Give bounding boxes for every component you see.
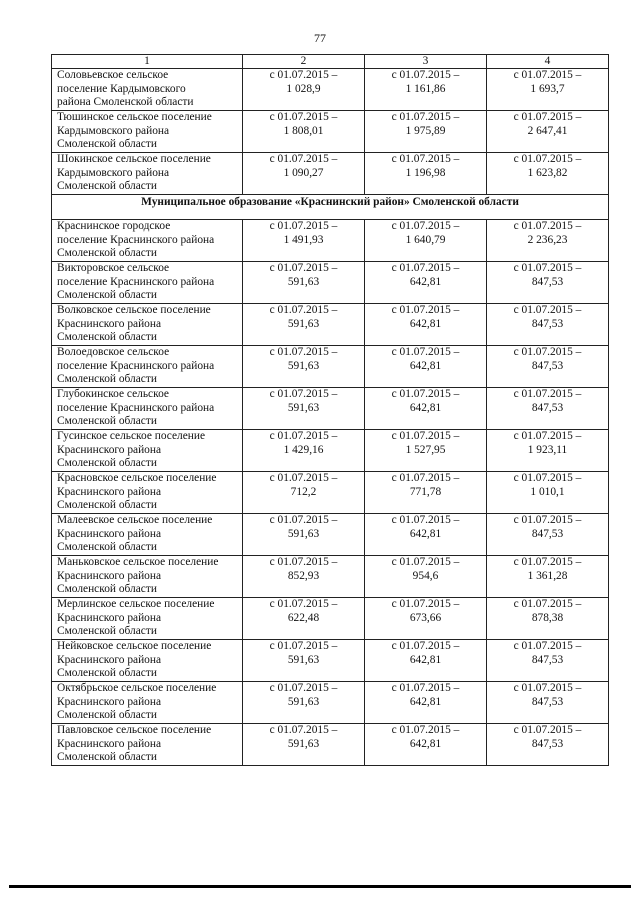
value-cell-col2 <box>243 111 365 153</box>
tariff-value: 591,63 <box>287 653 320 666</box>
column-header-3: 3 <box>365 55 487 69</box>
settlement-name-line: Смоленской области <box>57 289 157 301</box>
effective-date: с 01.07.2015 – <box>269 514 338 526</box>
effective-date: с 01.07.2015 – <box>513 556 582 568</box>
table-row <box>52 111 609 153</box>
settlement-name-line: Нейковское сельское поселение <box>57 640 212 652</box>
settlement-name-line: Краснинского района <box>57 317 162 330</box>
tariff-value: 954,6 <box>412 569 439 582</box>
settlement-name-line: Смоленской области <box>57 247 157 259</box>
effective-date: с 01.07.2015 – <box>391 724 460 736</box>
tariff-value: 622,48 <box>287 611 320 624</box>
effective-date: с 01.07.2015 – <box>391 262 460 274</box>
value-cell-col2 <box>243 220 365 262</box>
settlement-name-line: Смоленской области <box>57 541 157 553</box>
effective-date: с 01.07.2015 – <box>391 346 460 358</box>
tariff-value: 847,53 <box>531 695 564 708</box>
tariff-value: 1 975,89 <box>405 124 446 137</box>
effective-date: с 01.07.2015 – <box>269 304 338 316</box>
table-row <box>52 430 609 472</box>
tariff-value: 642,81 <box>409 737 442 750</box>
table-row <box>52 346 609 388</box>
value-cell-col3 <box>365 69 487 111</box>
settlement-name-cell <box>52 220 243 262</box>
value-cell-col4 <box>487 514 609 556</box>
effective-date: с 01.07.2015 – <box>269 69 338 81</box>
effective-date: с 01.07.2015 – <box>269 640 338 652</box>
settlement-name-line: Октябрьское сельское поселение <box>57 682 217 694</box>
effective-date: с 01.07.2015 – <box>391 598 460 610</box>
table-row <box>52 556 609 598</box>
settlement-name-cell <box>52 153 243 195</box>
settlement-name-cell <box>52 682 243 724</box>
settlement-name-line: Смоленской области <box>57 457 157 469</box>
value-cell-col2 <box>243 472 365 514</box>
settlement-name-line: Кардымовского района <box>57 166 170 179</box>
settlement-name-cell <box>52 346 243 388</box>
value-cell-col3 <box>365 388 487 430</box>
settlement-name-cell <box>52 472 243 514</box>
effective-date: с 01.07.2015 – <box>513 153 582 165</box>
table-row <box>52 724 609 766</box>
effective-date: с 01.07.2015 – <box>391 472 460 484</box>
table-row <box>52 262 609 304</box>
settlement-name-line: Краснинского района <box>57 485 162 498</box>
value-cell-col3 <box>365 682 487 724</box>
tariff-value: 847,53 <box>531 653 564 666</box>
value-cell-col3 <box>365 430 487 472</box>
effective-date: с 01.07.2015 – <box>391 111 460 123</box>
effective-date: с 01.07.2015 – <box>391 388 460 400</box>
settlement-name-line: Тюшинское сельское поселение <box>57 111 212 123</box>
tariff-value: 847,53 <box>531 359 564 372</box>
effective-date: с 01.07.2015 – <box>391 220 460 232</box>
tariff-value: 1 808,01 <box>283 124 324 137</box>
settlement-name-cell <box>52 598 243 640</box>
tariff-value: 852,93 <box>287 569 320 582</box>
effective-date: с 01.07.2015 – <box>513 430 582 442</box>
settlement-name-line: Смоленской области <box>57 415 157 427</box>
settlement-name-cell <box>52 388 243 430</box>
section-row <box>52 195 609 220</box>
settlement-name-line: Краснинское городское <box>57 220 171 232</box>
tariff-table-body <box>52 55 609 766</box>
tariff-value: 771,78 <box>409 485 442 498</box>
value-cell-col2 <box>243 682 365 724</box>
effective-date: с 01.07.2015 – <box>513 69 582 81</box>
column-header-4: 4 <box>487 55 609 69</box>
settlement-name-line: Краснинского района <box>57 569 162 582</box>
settlement-name-line: Смоленской области <box>57 499 157 511</box>
page-number: 77 <box>314 31 326 45</box>
value-cell-col4 <box>487 111 609 153</box>
effective-date: с 01.07.2015 – <box>513 388 582 400</box>
value-cell-col3 <box>365 304 487 346</box>
column-number-row <box>52 55 609 69</box>
table-row <box>52 472 609 514</box>
settlement-name-line: поселение Краснинского района <box>57 275 215 288</box>
settlement-name-line: поселение Кардымовского <box>57 82 186 95</box>
tariff-value: 642,81 <box>409 653 442 666</box>
effective-date: с 01.07.2015 – <box>391 69 460 81</box>
tariff-value: 1 090,27 <box>283 166 324 179</box>
tariff-value: 642,81 <box>409 401 442 414</box>
tariff-table <box>51 54 609 766</box>
settlement-name-cell <box>52 640 243 682</box>
effective-date: с 01.07.2015 – <box>269 682 338 694</box>
value-cell-col4 <box>487 430 609 472</box>
effective-date: с 01.07.2015 – <box>391 153 460 165</box>
tariff-value: 847,53 <box>531 737 564 750</box>
tariff-value: 591,63 <box>287 359 320 372</box>
settlement-name-cell <box>52 69 243 111</box>
tariff-value: 642,81 <box>409 527 442 540</box>
effective-date: с 01.07.2015 – <box>391 514 460 526</box>
tariff-value: 1 491,93 <box>283 233 324 246</box>
settlement-name-line: Викторовское сельское <box>57 262 170 274</box>
effective-date: с 01.07.2015 – <box>269 724 338 736</box>
table-row <box>52 220 609 262</box>
settlement-name-line: Павловское сельское поселение <box>57 724 212 736</box>
settlement-name-line: Краснинского района <box>57 737 162 750</box>
settlement-name-line: Красновское сельское поселение <box>57 472 217 484</box>
settlement-name-cell <box>52 556 243 598</box>
settlement-name-line: Малеевское сельское поселение <box>57 514 213 526</box>
tariff-value: 1 693,7 <box>530 82 565 95</box>
tariff-value: 1 028,9 <box>286 82 321 95</box>
tariff-value: 642,81 <box>409 275 442 288</box>
effective-date: с 01.07.2015 – <box>391 682 460 694</box>
settlement-name-cell <box>52 262 243 304</box>
value-cell-col4 <box>487 69 609 111</box>
settlement-name-cell <box>52 724 243 766</box>
tariff-value: 847,53 <box>531 401 564 414</box>
tariff-value: 1 010,1 <box>530 485 565 498</box>
effective-date: с 01.07.2015 – <box>269 220 338 232</box>
effective-date: с 01.07.2015 – <box>269 346 338 358</box>
effective-date: с 01.07.2015 – <box>513 640 582 652</box>
value-cell-col3 <box>365 640 487 682</box>
tariff-value: 1 361,28 <box>527 569 568 582</box>
value-cell-col4 <box>487 724 609 766</box>
settlement-name-line: Смоленской области <box>57 625 157 637</box>
section-title: Муниципальное образование «Краснинский район» Смоленской области <box>52 195 609 220</box>
tariff-value: 1 623,82 <box>527 166 568 179</box>
table-row <box>52 153 609 195</box>
settlement-name-line: поселение Краснинского района <box>57 359 215 372</box>
value-cell-col3 <box>365 111 487 153</box>
tariff-value: 642,81 <box>409 695 442 708</box>
value-cell-col2 <box>243 346 365 388</box>
settlement-name-line: Маньковское сельское поселение <box>57 556 219 568</box>
effective-date: с 01.07.2015 – <box>513 111 582 123</box>
tariff-value: 591,63 <box>287 527 320 540</box>
tariff-value: 1 923,11 <box>527 443 568 456</box>
tariff-value: 1 640,79 <box>405 233 446 246</box>
settlement-name-line: Смоленской области <box>57 751 157 763</box>
tariff-value: 1 527,95 <box>405 443 446 456</box>
tariff-value: 1 196,98 <box>405 166 446 179</box>
value-cell-col2 <box>243 262 365 304</box>
value-cell-col2 <box>243 304 365 346</box>
settlement-name-line: Краснинского района <box>57 695 162 708</box>
settlement-name-line: Мерлинское сельское поселение <box>57 598 215 610</box>
value-cell-col3 <box>365 220 487 262</box>
settlement-name-line: Смоленской области <box>57 138 157 150</box>
tariff-value: 591,63 <box>287 695 320 708</box>
effective-date: с 01.07.2015 – <box>513 682 582 694</box>
settlement-name-line: Смоленской области <box>57 180 157 192</box>
table-row <box>52 682 609 724</box>
tariff-value: 591,63 <box>287 737 320 750</box>
value-cell-col2 <box>243 430 365 472</box>
settlement-name-line: Смоленской области <box>57 331 157 343</box>
tariff-value: 673,66 <box>409 611 442 624</box>
value-cell-col4 <box>487 220 609 262</box>
table-row <box>52 598 609 640</box>
settlement-name-line: поселение Краснинского района <box>57 401 215 414</box>
value-cell-col4 <box>487 304 609 346</box>
effective-date: с 01.07.2015 – <box>513 262 582 274</box>
settlement-name-line: Смоленской области <box>57 373 157 385</box>
tariff-value: 591,63 <box>287 401 320 414</box>
tariff-value: 2 236,23 <box>527 233 568 246</box>
effective-date: с 01.07.2015 – <box>513 598 582 610</box>
tariff-value: 878,38 <box>531 611 564 624</box>
settlement-name-line: Соловьевское сельское <box>57 69 169 81</box>
value-cell-col3 <box>365 514 487 556</box>
tariff-value: 2 647,41 <box>527 124 568 137</box>
column-header-1: 1 <box>52 55 243 69</box>
value-cell-col3 <box>365 724 487 766</box>
effective-date: с 01.07.2015 – <box>269 472 338 484</box>
settlement-name-line: Краснинского района <box>57 611 162 624</box>
effective-date: с 01.07.2015 – <box>391 430 460 442</box>
value-cell-col4 <box>487 262 609 304</box>
effective-date: с 01.07.2015 – <box>513 514 582 526</box>
value-cell-col2 <box>243 640 365 682</box>
column-header-2: 2 <box>243 55 365 69</box>
settlement-name-line: Волковское сельское поселение <box>57 304 211 316</box>
value-cell-col4 <box>487 472 609 514</box>
value-cell-col3 <box>365 153 487 195</box>
value-cell-col3 <box>365 472 487 514</box>
effective-date: с 01.07.2015 – <box>513 304 582 316</box>
settlement-name-line: поселение Краснинского района <box>57 233 215 246</box>
effective-date: с 01.07.2015 – <box>269 153 338 165</box>
settlement-name-line: Смоленской области <box>57 667 157 679</box>
settlement-name-line: Смоленской области <box>57 583 157 595</box>
effective-date: с 01.07.2015 – <box>269 430 338 442</box>
bottom-rule <box>9 885 631 888</box>
settlement-name-line: Гусинское сельское поселение <box>57 430 206 442</box>
tariff-value: 1 429,16 <box>283 443 324 456</box>
effective-date: с 01.07.2015 – <box>391 640 460 652</box>
tariff-value: 847,53 <box>531 317 564 330</box>
table-row <box>52 69 609 111</box>
tariff-value: 712,2 <box>290 485 317 498</box>
effective-date: с 01.07.2015 – <box>269 598 338 610</box>
settlement-name-line: Смоленской области <box>57 709 157 721</box>
settlement-name-line: района Смоленской области <box>57 96 194 108</box>
tariff-value: 1 161,86 <box>405 82 446 95</box>
value-cell-col2 <box>243 724 365 766</box>
settlement-name-cell <box>52 430 243 472</box>
settlement-name-cell <box>52 304 243 346</box>
effective-date: с 01.07.2015 – <box>391 556 460 568</box>
settlement-name-line: Краснинского района <box>57 443 162 456</box>
effective-date: с 01.07.2015 – <box>513 220 582 232</box>
settlement-name-line: Глубокинское сельское <box>57 388 169 400</box>
tariff-value: 847,53 <box>531 275 564 288</box>
value-cell-col4 <box>487 153 609 195</box>
tariff-value: 591,63 <box>287 275 320 288</box>
value-cell-col2 <box>243 514 365 556</box>
tariff-value: 642,81 <box>409 317 442 330</box>
value-cell-col2 <box>243 556 365 598</box>
value-cell-col4 <box>487 640 609 682</box>
effective-date: с 01.07.2015 – <box>513 346 582 358</box>
settlement-name-line: Шокинское сельское поселение <box>57 153 211 165</box>
tariff-value: 847,53 <box>531 527 564 540</box>
effective-date: с 01.07.2015 – <box>391 304 460 316</box>
table-row <box>52 514 609 556</box>
table-row <box>52 304 609 346</box>
effective-date: с 01.07.2015 – <box>269 262 338 274</box>
value-cell-col4 <box>487 682 609 724</box>
value-cell-col4 <box>487 598 609 640</box>
settlement-name-line: Волоедовское сельское <box>57 346 170 358</box>
effective-date: с 01.07.2015 – <box>269 111 338 123</box>
table-row <box>52 388 609 430</box>
value-cell-col4 <box>487 346 609 388</box>
value-cell-col2 <box>243 598 365 640</box>
settlement-name-line: Кардымовского района <box>57 124 170 137</box>
value-cell-col3 <box>365 346 487 388</box>
tariff-value: 642,81 <box>409 359 442 372</box>
value-cell-col3 <box>365 556 487 598</box>
settlement-name-line: Краснинского района <box>57 527 162 540</box>
settlement-name-cell <box>52 111 243 153</box>
value-cell-col4 <box>487 556 609 598</box>
effective-date: с 01.07.2015 – <box>269 556 338 568</box>
table-row <box>52 640 609 682</box>
value-cell-col3 <box>365 598 487 640</box>
value-cell-col2 <box>243 153 365 195</box>
value-cell-col4 <box>487 388 609 430</box>
effective-date: с 01.07.2015 – <box>513 724 582 736</box>
settlement-name-line: Краснинского района <box>57 653 162 666</box>
effective-date: с 01.07.2015 – <box>269 388 338 400</box>
value-cell-col2 <box>243 388 365 430</box>
settlement-name-cell <box>52 514 243 556</box>
effective-date: с 01.07.2015 – <box>513 472 582 484</box>
value-cell-col3 <box>365 262 487 304</box>
tariff-value: 591,63 <box>287 317 320 330</box>
value-cell-col2 <box>243 69 365 111</box>
